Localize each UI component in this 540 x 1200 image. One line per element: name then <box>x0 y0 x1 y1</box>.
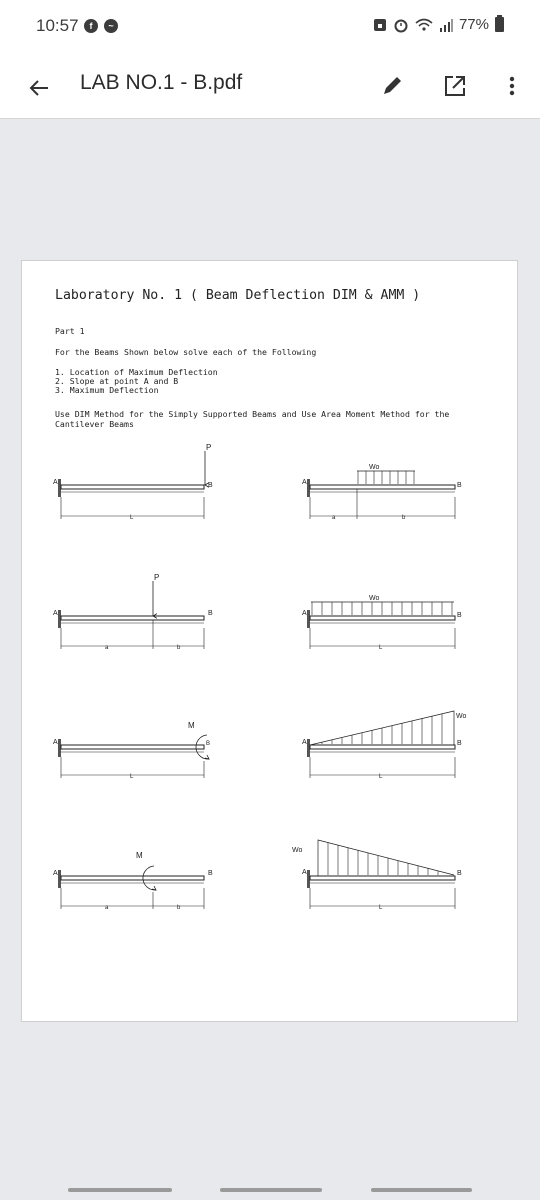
battery-icon <box>495 17 504 32</box>
part-label: Part 1 <box>55 326 85 336</box>
signal-icon <box>439 18 453 32</box>
label-l: L <box>379 645 383 651</box>
label-wo: Wo <box>369 595 380 602</box>
label-b: B <box>457 482 462 489</box>
label-p: P <box>154 573 160 582</box>
beam-6-cantilever-triangular-load-b <box>302 711 466 780</box>
beam-1-cantilever-point-load <box>53 443 213 521</box>
label-l: L <box>379 774 383 780</box>
status-time: 10:57 <box>36 16 79 35</box>
alarm-icon <box>393 17 409 33</box>
label-m: M <box>136 851 143 860</box>
label-a-dim: a <box>332 515 336 521</box>
item-1: 1. Location of Maximum Deflection <box>55 367 218 377</box>
label-a: A <box>302 610 307 617</box>
nav-recent-button[interactable] <box>68 1188 172 1192</box>
label-a-dim: a <box>105 905 109 911</box>
label-b: B <box>208 482 213 489</box>
item-2: 2. Slope at point A and B <box>55 376 179 386</box>
beam-3-cantilever-point-load-a <box>53 573 213 651</box>
label-l: L <box>130 774 134 780</box>
status-bar <box>0 0 540 58</box>
label-b: B <box>206 741 211 747</box>
label-b-dim: b <box>177 905 181 911</box>
label-b: B <box>457 612 462 619</box>
method-line-1: Use DIM Method for the Simply Supported Beams and Use Area Moment Method for the <box>55 409 450 419</box>
wifi-icon <box>415 18 433 32</box>
facebook-icon: f <box>84 19 98 33</box>
nav-home-button[interactable] <box>220 1188 322 1192</box>
system-icons <box>373 16 504 33</box>
label-b-dim: b <box>177 645 181 651</box>
app-bar <box>0 58 540 119</box>
label-a: A <box>53 479 58 486</box>
beam-2-cantilever-partial-udl <box>302 464 462 521</box>
label-wo: Wo <box>369 464 380 471</box>
nav-back-button[interactable] <box>371 1188 472 1192</box>
label-a: A <box>302 479 307 486</box>
label-a: A <box>53 610 58 617</box>
label-b: B <box>457 740 462 747</box>
pdf-page <box>21 260 518 1022</box>
notification-icons <box>84 19 118 33</box>
page-heading: Laboratory No. 1 ( Beam Deflection DIM & AMM ) <box>55 288 421 303</box>
beam-diagrams <box>22 261 519 1023</box>
label-p: P <box>206 443 212 452</box>
beam-7-cantilever-moment-at-a <box>53 851 213 911</box>
label-b: B <box>208 610 213 617</box>
label-a: A <box>53 739 58 746</box>
label-b: B <box>208 870 213 877</box>
label-l: L <box>379 905 383 911</box>
item-3: 3. Maximum Deflection <box>55 385 159 395</box>
messenger-icon: ~ <box>104 19 118 33</box>
label-b: B <box>457 870 462 877</box>
label-a-dim: a <box>105 645 109 651</box>
pencil-icon[interactable] <box>378 72 406 100</box>
label-a: A <box>53 870 58 877</box>
label-wo: Wo <box>456 713 467 720</box>
label-wo: Wo <box>292 847 303 854</box>
back-arrow-icon[interactable] <box>26 74 54 102</box>
open-external-icon[interactable] <box>441 72 469 100</box>
label-m: M <box>188 721 195 730</box>
document-title: LAB NO.1 - B.pdf <box>80 71 243 94</box>
label-a: A <box>302 739 307 746</box>
system-nav-bar <box>0 1180 540 1200</box>
lock-badge-icon <box>373 18 387 32</box>
instruction-text: For the Beams Shown below solve each of the Following <box>55 347 317 357</box>
beam-5-cantilever-end-moment <box>53 721 210 780</box>
label-b-dim: b <box>402 515 406 521</box>
beam-8-cantilever-triangular-load-a <box>292 840 462 911</box>
more-vert-icon[interactable] <box>500 72 524 100</box>
battery-percent: 77% <box>458 16 489 33</box>
label-l: L <box>130 515 134 521</box>
label-a: A <box>302 869 307 876</box>
method-line-2: Cantilever Beams <box>55 419 134 429</box>
beam-4-cantilever-full-udl <box>302 595 462 651</box>
